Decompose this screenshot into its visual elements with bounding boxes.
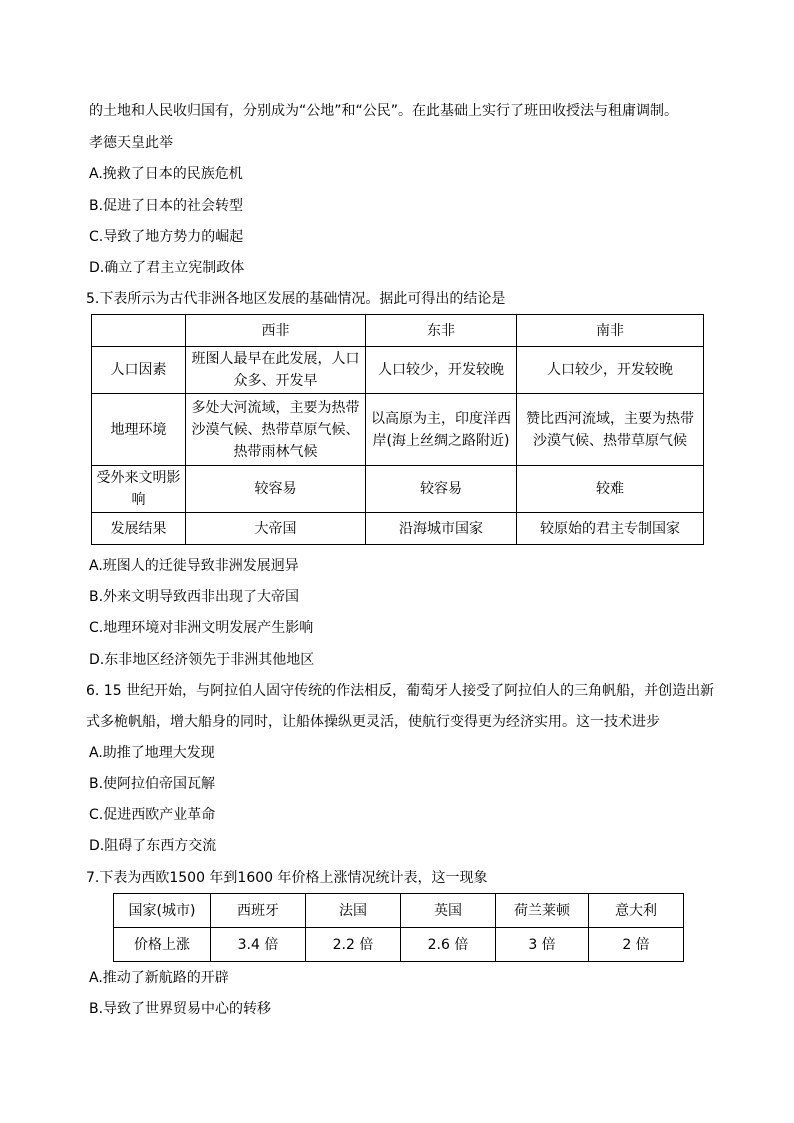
q5-table-row: [92, 347, 704, 394]
q6-stem-line1: 6. 15 世纪开始，与阿拉伯人固守传统的作法相反，葡萄牙人接受了阿拉伯人的三角帆船，并创造出新: [86, 683, 715, 699]
q5-row-label: 受外来文明影响: [92, 466, 186, 513]
q7-cell: 3.4 倍: [211, 928, 306, 962]
q4-stem-tail: 的土地和人民收归国有，分别成为“公地”和“公民”。在此基础上实行了班田收授法与租庸调制。: [89, 103, 679, 119]
q7-cell: 2.6 倍: [401, 928, 496, 962]
q5-cell: 人口较少，开发较晚: [517, 347, 704, 394]
q5-header-cell: 西非: [186, 315, 366, 347]
q5-cell: 较原始的君主专制国家: [517, 513, 704, 545]
q7-stem: 7.下表为西欧1500 年到1600 年价格上涨情况统计表，这一现象: [86, 870, 488, 886]
q4-option-d: D.确立了君主立宪制政体: [89, 260, 245, 276]
q7-header-cell: 法国: [306, 894, 401, 928]
q6-option-a: A.助推了地理大发现: [89, 745, 215, 761]
q5-cell: 沿海城市国家: [366, 513, 517, 545]
q7-header-cell: 国家(城市): [114, 894, 211, 928]
q5-table-header-row: [92, 315, 704, 347]
q6-option-b: B.使阿拉伯帝国瓦解: [89, 776, 216, 792]
q5-cell: 较难: [517, 466, 704, 513]
q7-header-cell: 意大利: [589, 894, 684, 928]
q7-row-label: 价格上涨: [114, 928, 211, 962]
q5-cell: 班图人最早在此发展，人口众多、开发早: [186, 347, 366, 394]
q7-table-header-row: [114, 894, 684, 928]
q5-cell: 大帝国: [186, 513, 366, 545]
q7-table-row: [114, 928, 684, 962]
q5-table: [91, 314, 704, 545]
q7-header-cell: 西班牙: [211, 894, 306, 928]
q5-cell: 多处大河流域，主要为热带沙漠气候、热带草原气候、热带雨林气候: [186, 394, 366, 466]
q5-table-row: [92, 394, 704, 466]
q5-option-b: B.外来文明导致西非出现了大帝国: [89, 589, 300, 605]
q5-row-label: 发展结果: [92, 513, 186, 545]
q4-stem-end: 孝德天皇此举: [89, 135, 173, 151]
q7-option-a: A.推动了新航路的开辟: [89, 970, 229, 986]
q4-option-c: C.导致了地方势力的崛起: [89, 229, 244, 245]
q5-header-cell: 南非: [517, 315, 704, 347]
q5-cell: 较容易: [186, 466, 366, 513]
q5-cell: 以高原为主，印度洋西岸(海上丝绸之路附近): [366, 394, 517, 466]
q7-cell: 2.2 倍: [306, 928, 401, 962]
q5-cell: 较容易: [366, 466, 517, 513]
q5-option-d: D.东非地区经济领先于非洲其他地区: [89, 652, 315, 668]
q5-cell: 赞比西河流域，主要为热带沙漠气候、热带草原气候: [517, 394, 704, 466]
q7-cell: 2 倍: [589, 928, 684, 962]
q4-option-b: B.促进了日本的社会转型: [89, 198, 244, 214]
q5-cell: 人口较少，开发较晚: [366, 347, 517, 394]
q6-option-c: C.促进西欧产业革命: [89, 807, 216, 823]
q5-table-row: [92, 513, 704, 545]
q5-header-cell: [92, 315, 186, 347]
q5-table-row: [92, 466, 704, 513]
q5-stem: 5.下表所示为古代非洲各地区发展的基础情况。据此可得出的结论是: [86, 291, 506, 307]
q7-table: [113, 893, 684, 962]
q5-option-a: A.班图人的迁徙导致非洲发展迥异: [89, 558, 299, 574]
q7-option-b: B.导致了世界贸易中心的转移: [89, 1001, 272, 1017]
q5-row-label: 人口因素: [92, 347, 186, 394]
q6-stem-line2: 式多桅帆船，增大船身的同时，让船体操纵更灵活，使航行变得更为经济实用。这一技术进步: [86, 714, 660, 730]
q5-row-label: 地理环境: [92, 394, 186, 466]
q7-cell: 3 倍: [496, 928, 589, 962]
q4-option-a: A.挽救了日本的民族危机: [89, 166, 243, 182]
q6-option-d: D.阻碍了东西方交流: [89, 838, 217, 854]
q5-header-cell: 东非: [366, 315, 517, 347]
q7-header-cell: 荷兰莱顿: [496, 894, 589, 928]
q5-option-c: C.地理环境对非洲文明发展产生影响: [89, 620, 314, 636]
q7-header-cell: 英国: [401, 894, 496, 928]
